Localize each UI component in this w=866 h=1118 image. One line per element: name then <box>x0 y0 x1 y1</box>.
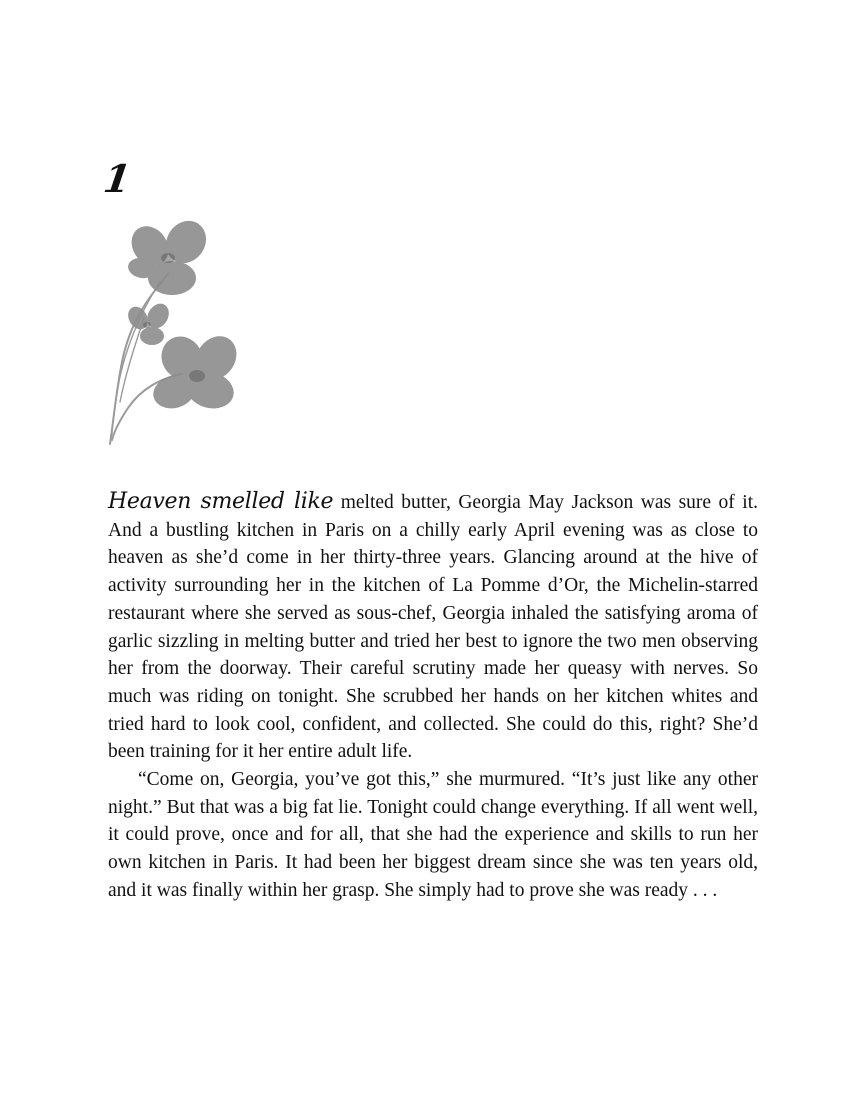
paragraph-2: “Come on, Georgia, you’ve got this,” she murmured. “It’s just like any other night.” But that was a big fat lie. Tonight could change everything. If all went well, it could prove, once and for all, that she had the experience and skills to run her own kitchen in Paris. It had been her biggest dream since she was ten years old, and it was finally within her grasp. She simply had to prove she was ready . . . <box>108 769 758 901</box>
chapter-number: 1 <box>100 156 134 201</box>
paragraph-1 <box>108 488 758 766</box>
lead-in: Heaven smelled like <box>108 489 334 514</box>
clover-icon <box>100 212 250 448</box>
chapter-text <box>108 488 758 905</box>
paragraph-1-text: melted butter, Georgia May Jackson was sure of it. And a bustling kitchen in Paris on a chilly early April evening was as close to heaven as she’d come in her thirty-three years. Glancing around at the hive of activity surrounding her in the kitchen of La Pomme d’Or, the Michelin-starred restaurant where she served as sous-chef, Georgia inhaled the satisfying aroma of garlic sizzling in melting butter and tried her best to ignore the two men observing her from the doorway. Their careful scrutiny made her queasy with nerves. So much was riding on tonight. She scrubbed her hands on her kitchen whites and tried hard to look cool, confident, and collected. She could do this, right? She’d been training for it her entire adult life. <box>108 492 758 763</box>
